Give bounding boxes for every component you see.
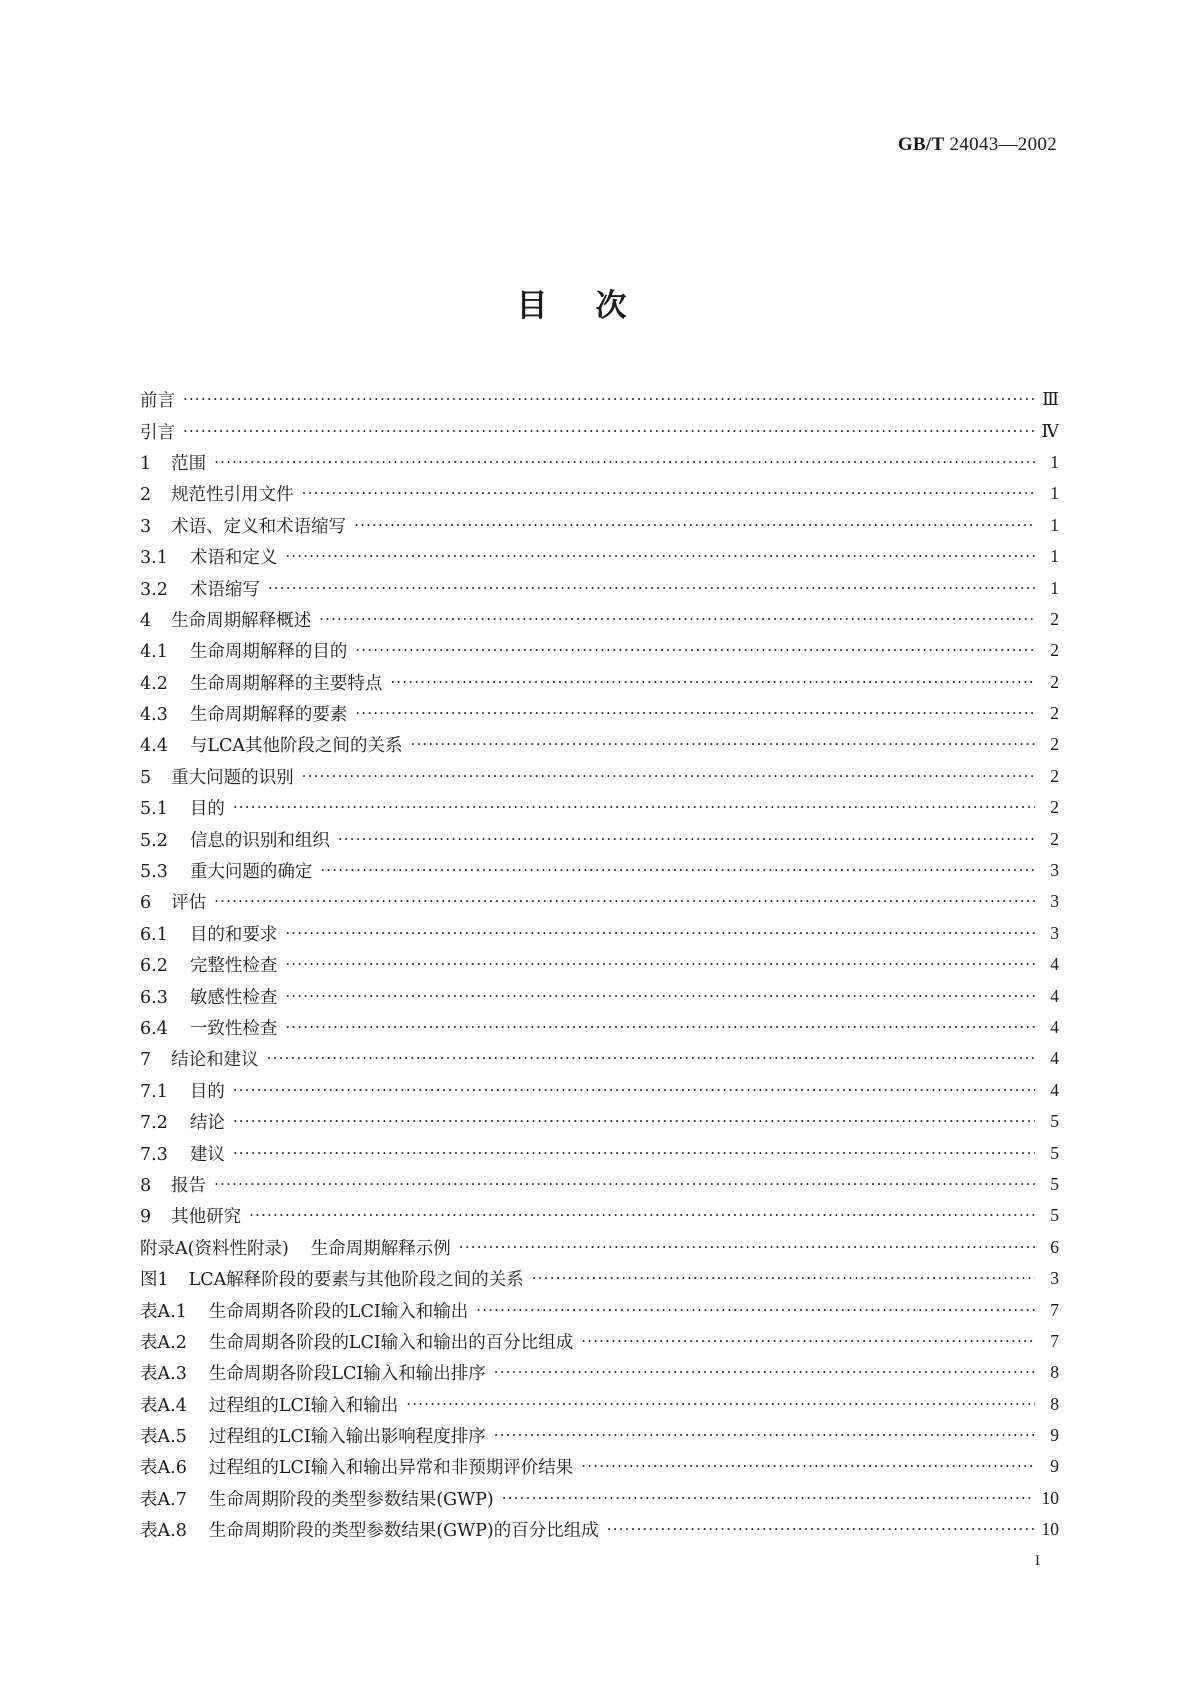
toc-entry[interactable] (140, 510, 1059, 541)
toc-entry-title: 结论 (189, 1113, 225, 1134)
toc-entry[interactable] (140, 761, 1059, 792)
toc-entry-page: 3 (1050, 922, 1059, 943)
toc-entry-title: 生命周期解释的要素 (189, 705, 348, 726)
toc-entry-title: 生命周期解释的目的 (189, 642, 348, 663)
toc-entry-page: 7 (1050, 1330, 1059, 1351)
toc-entry-label (140, 889, 206, 914)
toc-entry-number: 5.3 (140, 862, 168, 883)
toc-entry-page: 5 (1050, 1173, 1059, 1194)
toc-leader-dots (183, 424, 1034, 439)
toc-entry-title: 目的和要求 (189, 924, 278, 945)
toc-entry[interactable] (140, 541, 1059, 572)
toc-leader-dots (355, 643, 1035, 658)
toc-leader-dots (214, 1177, 1035, 1192)
toc-entry-label (140, 1046, 259, 1071)
toc-entry[interactable] (140, 667, 1059, 698)
toc-leader-dots (285, 926, 1035, 941)
page-title: 目次 (516, 288, 675, 324)
toc-entry-page: 8 (1050, 1362, 1059, 1383)
toc-leader-dots (607, 1522, 1034, 1537)
toc-entry-number: 图1 (140, 1270, 169, 1291)
toc-entry-label (140, 419, 175, 444)
toc-entry-title: 生命周期阶段的类型参数结果(GWP)的百分比组成 (208, 1521, 599, 1542)
toc-entry-label (140, 544, 277, 569)
toc-leader-dots (502, 1491, 1034, 1506)
toc-entry-page: 6 (1050, 1236, 1059, 1257)
toc-leader-dots (581, 1459, 1035, 1474)
standard-code-number: 24043—2002 (949, 134, 1057, 155)
toc-entry[interactable] (140, 415, 1059, 446)
toc-entry-title: 其他研究 (171, 1207, 242, 1228)
toc-entry[interactable] (140, 1294, 1059, 1325)
toc-entry-label (140, 387, 175, 412)
toc-leader-dots (233, 1083, 1035, 1098)
toc-entry-label (140, 1141, 225, 1166)
toc-entry[interactable] (140, 729, 1059, 760)
toc-entry-page: Ⅲ (1042, 389, 1059, 410)
toc-entry-label (140, 701, 347, 726)
toc-entry-page: 2 (1050, 734, 1059, 755)
toc-entry-page: 2 (1050, 765, 1059, 786)
toc-entry-number: 表A.6 (140, 1458, 187, 1479)
toc-entry-page: 10 (1041, 1487, 1059, 1508)
toc-leader-dots (233, 1114, 1035, 1129)
toc-entry-label (140, 1454, 573, 1479)
toc-entry-title: 敏感性检查 (189, 987, 278, 1008)
standard-code (898, 134, 1057, 156)
toc-entry-page: 2 (1050, 703, 1059, 724)
toc-entry[interactable] (140, 1483, 1059, 1514)
toc-entry-label (140, 1486, 494, 1511)
toc-entry-page: 5 (1050, 1111, 1059, 1132)
toc-entry-title: LCA解释阶段的要素与其他阶段之间的关系 (188, 1270, 524, 1291)
toc-leader-dots (532, 1271, 1035, 1286)
toc-leader-dots (302, 769, 1035, 784)
toc-entry-number: 4.4 (140, 736, 168, 757)
toc-entry-number: 表A.8 (140, 1521, 187, 1542)
toc-entry-page: 1 (1050, 546, 1059, 567)
toc-entry-label (140, 1329, 573, 1354)
toc-entry[interactable] (140, 1169, 1059, 1200)
toc-entry-page: 5 (1050, 1205, 1059, 1226)
toc-entry-number: 5.1 (140, 799, 168, 820)
toc-leader-dots (390, 675, 1035, 690)
toc-entry-label (140, 513, 346, 538)
toc-entry[interactable] (140, 1357, 1059, 1388)
toc-entry-title: 规范性引用文件 (171, 485, 294, 506)
toc-entry-title: 过程组的LCI输入和输出 (208, 1395, 399, 1416)
toc-entry-label (140, 952, 277, 977)
toc-entry-page: 10 (1041, 1519, 1059, 1540)
toc-entry-page: 7 (1050, 1299, 1059, 1320)
toc-leader-dots (268, 581, 1035, 596)
toc-entry-page: 2 (1050, 828, 1059, 849)
toc-entry-label (140, 1298, 468, 1323)
toc-entry[interactable] (140, 1420, 1059, 1451)
toc-entry-title: 生命周期解释示例 (310, 1238, 451, 1259)
toc-leader-dots (285, 549, 1035, 564)
toc-leader-dots (338, 832, 1035, 847)
toc-entry-number: 2 (140, 485, 152, 506)
toc-entry-number: 6 (140, 893, 152, 914)
toc-leader-dots (354, 518, 1035, 533)
toc-leader-dots (267, 1051, 1035, 1066)
toc-entry[interactable] (140, 478, 1059, 509)
toc-leader-dots (411, 737, 1036, 752)
toc-leader-dots (285, 957, 1035, 972)
toc-entry-label (140, 1392, 398, 1417)
toc-entry-label (140, 576, 260, 601)
toc-entry-number: 9 (140, 1207, 152, 1228)
toc-entry[interactable] (140, 635, 1059, 666)
toc-entry-number: 6.1 (140, 924, 168, 945)
toc-entry-page: 8 (1050, 1393, 1059, 1414)
toc-entry[interactable] (140, 918, 1059, 949)
toc-entry-number: 4.1 (140, 642, 168, 663)
toc-entry[interactable] (140, 1012, 1059, 1043)
toc-entry-number: 4 (140, 610, 152, 631)
toc-entry-label (140, 1517, 599, 1542)
toc-entry[interactable] (140, 949, 1059, 980)
toc-entry-page: 4 (1050, 1079, 1059, 1100)
toc-entry-page: 1 (1050, 514, 1059, 535)
toc-entry-number: 7.1 (140, 1081, 168, 1102)
toc-entry[interactable] (140, 980, 1059, 1011)
toc-leader-dots (302, 486, 1035, 501)
toc-entry-title: 术语缩写 (189, 579, 260, 600)
toc-entry-label (140, 1266, 524, 1291)
toc-entry-title: 范围 (171, 453, 207, 474)
toc-entry-page: 2 (1050, 671, 1059, 692)
toc-entry-number: 3.2 (140, 579, 168, 600)
toc-entry-label (140, 1078, 225, 1103)
toc-entry-number: 1 (140, 453, 152, 474)
toc-entry-page: 1 (1050, 577, 1059, 598)
toc-entry-title: 生命周期各阶段的LCI输入和输出的百分比组成 (208, 1332, 574, 1353)
toc-entry[interactable] (140, 1389, 1059, 1420)
toc-entry-label (140, 827, 330, 852)
toc-entry-page: 5 (1050, 1142, 1059, 1163)
toc-entry-page: 2 (1050, 608, 1059, 629)
toc-entry-number: 8 (140, 1175, 152, 1196)
page-number: I (1035, 1553, 1040, 1569)
toc-entry-number: 4.2 (140, 673, 168, 694)
toc-entry[interactable] (140, 855, 1059, 886)
toc-entry-title: 生命周期解释概述 (171, 610, 312, 631)
toc-entry-page: Ⅳ (1041, 420, 1059, 441)
toc-entry[interactable] (140, 1263, 1059, 1294)
table-of-contents (140, 384, 1059, 1545)
toc-entry-page: 1 (1050, 483, 1059, 504)
toc-entry-title: 报告 (171, 1175, 207, 1196)
standard-code-prefix: GB/T (897, 134, 945, 155)
toc-leader-dots (476, 1303, 1035, 1318)
toc-leader-dots (285, 1020, 1035, 1035)
toc-entry-page: 3 (1050, 891, 1059, 912)
toc-entry-page: 4 (1050, 1017, 1059, 1037)
toc-leader-dots (214, 455, 1035, 470)
toc-entry-number: 表A.2 (140, 1332, 187, 1353)
toc-leader-dots (183, 392, 1034, 407)
toc-entry-title: 生命周期各阶段LCI输入和输出排序 (208, 1364, 486, 1385)
toc-leader-dots (355, 706, 1035, 721)
toc-entry-page: 2 (1050, 797, 1059, 818)
toc-entry-page: 9 (1050, 1456, 1059, 1477)
toc-entry-label (140, 481, 294, 506)
toc-entry-number: 表A.3 (140, 1364, 187, 1385)
toc-entry[interactable] (140, 1326, 1059, 1357)
toc-entry-title: 过程组的LCI输入输出影响程度排序 (208, 1427, 486, 1448)
toc-entry[interactable] (140, 1451, 1059, 1482)
toc-entry-label (140, 638, 347, 663)
toc-entry-number: 6.2 (140, 956, 168, 977)
toc-entry[interactable] (140, 886, 1059, 917)
toc-entry-title: 过程组的LCI输入和输出异常和非预期评价结果 (208, 1458, 574, 1479)
toc-entry[interactable] (140, 1200, 1059, 1231)
toc-leader-dots (285, 989, 1035, 1004)
toc-entry-number: 7.2 (140, 1113, 168, 1134)
toc-entry-number: 7 (140, 1050, 152, 1071)
toc-entry-number: 表A.1 (140, 1301, 187, 1322)
toc-entry-page: 3 (1050, 860, 1059, 881)
toc-entry-label (140, 984, 277, 1009)
toc-entry-title: 前言 (140, 391, 175, 412)
toc-entry-page: 2 (1050, 640, 1059, 661)
toc-entry-label (140, 1235, 451, 1260)
toc-entry-label (140, 670, 382, 695)
toc-entry[interactable] (140, 1232, 1059, 1263)
toc-entry-number: 表A.7 (140, 1489, 187, 1510)
toc-entry-title: 一致性检查 (189, 1019, 278, 1039)
toc-entry-number: 6.4 (140, 1019, 168, 1039)
toc-entry-label (140, 1109, 225, 1134)
toc-entry[interactable] (140, 698, 1059, 729)
toc-entry-label (140, 795, 225, 820)
toc-leader-dots (406, 1397, 1035, 1412)
toc-entry-label (140, 764, 294, 789)
toc-entry-number: 附录A(资料性附录) (140, 1238, 289, 1259)
toc-leader-dots (249, 1208, 1035, 1223)
toc-entry[interactable] (140, 1514, 1059, 1545)
toc-leader-dots (233, 800, 1035, 815)
toc-entry-label (140, 1360, 486, 1385)
toc-leader-dots (581, 1334, 1035, 1349)
toc-leader-dots (459, 1240, 1035, 1255)
toc-entry-page: 1 (1050, 451, 1059, 472)
toc-entry-number: 5.2 (140, 830, 168, 851)
toc-entry-title: 信息的识别和组织 (189, 830, 330, 851)
toc-entry[interactable] (140, 384, 1059, 415)
toc-leader-dots (233, 1146, 1035, 1161)
toc-entry-title: 术语和定义 (189, 548, 278, 569)
toc-entry-title: 引言 (140, 422, 175, 443)
toc-entry-label (140, 450, 206, 475)
toc-entry[interactable] (140, 823, 1059, 854)
toc-leader-dots (320, 863, 1035, 878)
toc-entry-title: 建议 (189, 1144, 225, 1165)
toc-entry-number: 3 (140, 516, 152, 537)
toc-entry-number: 7.3 (140, 1144, 168, 1165)
toc-entry-title: 完整性检查 (189, 956, 278, 977)
toc-entry-label (140, 921, 277, 946)
toc-entry[interactable] (140, 1106, 1059, 1137)
toc-entry-title: 生命周期阶段的类型参数结果(GWP) (208, 1489, 494, 1510)
toc-entry-label (140, 732, 403, 757)
toc-entry-title: 生命周期解释的主要特点 (189, 673, 383, 694)
toc-entry-title: 评估 (171, 893, 207, 914)
toc-entry-title: 结论和建议 (171, 1050, 259, 1071)
toc-entry-number: 6.3 (140, 987, 168, 1008)
toc-entry[interactable] (140, 572, 1059, 603)
toc-entry-title: 目的 (189, 1081, 225, 1102)
toc-entry-label (140, 607, 311, 632)
toc-entry-label (140, 1203, 241, 1228)
toc-entry-label (140, 1423, 486, 1448)
toc-entry[interactable] (140, 447, 1059, 478)
toc-entry-number: 表A.5 (140, 1427, 187, 1448)
toc-entry[interactable] (140, 1075, 1059, 1106)
toc-entry-number: 4.3 (140, 705, 168, 726)
toc-entry-number: 3.1 (140, 548, 168, 569)
toc-entry-label (140, 1015, 277, 1040)
toc-entry-title: 目的 (189, 799, 225, 820)
toc-entry-page: 4 (1050, 954, 1059, 975)
toc-leader-dots (494, 1365, 1035, 1380)
toc-entry[interactable] (140, 792, 1059, 823)
toc-entry-label (140, 1172, 206, 1197)
toc-entry-number: 表A.4 (140, 1395, 187, 1416)
toc-entry-page: 3 (1050, 1268, 1059, 1289)
toc-entry-number: 5 (140, 767, 152, 788)
toc-entry-title: 重大问题的确定 (189, 862, 313, 883)
toc-entry-title: 与LCA其他阶段之间的关系 (189, 736, 403, 757)
toc-entry[interactable] (140, 1137, 1059, 1168)
toc-entry-page: 4 (1050, 1048, 1059, 1069)
toc-entry-title: 生命周期各阶段的LCI输入和输出 (208, 1301, 469, 1322)
toc-entry-title: 重大问题的识别 (171, 767, 294, 788)
toc-entry-page: 9 (1050, 1425, 1059, 1446)
toc-entry-page: 4 (1050, 985, 1059, 1006)
toc-leader-dots (494, 1428, 1035, 1443)
toc-leader-dots (214, 894, 1035, 909)
toc-entry[interactable] (140, 604, 1059, 635)
toc-entry[interactable] (140, 1043, 1059, 1074)
toc-entry-title: 术语、定义和术语缩写 (171, 516, 347, 537)
toc-entry-label (140, 858, 312, 883)
toc-leader-dots (319, 612, 1035, 627)
